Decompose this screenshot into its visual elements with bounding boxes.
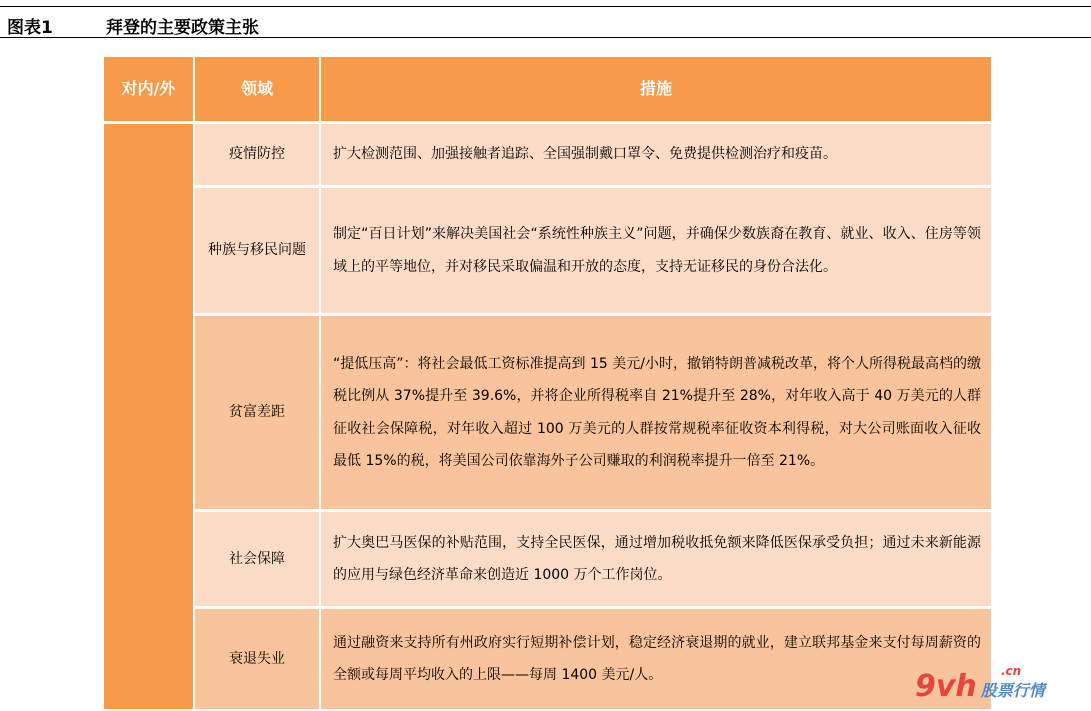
table-row-measures: 通过融资来支持所有州政府实行短期补偿计划，稳定经济衰退期的就业，建立联邦基金来支付每周薪资的全额或每周平均收入的上限——每周 1400 美元/人。 — [321, 609, 991, 709]
watermark-brand: 9vh — [915, 669, 977, 704]
table-row-measures: “提低压高”：将社会最低工资标准提高到 15 美元/小时，撤销特朗普减税改革，将个人所得税最高档的缴税比例从 37%提升至 39.6%，并将企业所得税率自 21%提升至 28%，对年收入高于 40 万美元的人群征收社会保障税，对年收入超过 100 万美元的人群按常规税率征收资本利得税，对大公司账面收入征收最低 15%的税，将美国公司依靠海外子公司赚取的利润税率提升一倍至 21%。 — [321, 316, 991, 509]
table-row-domain: 种族与移民问题 — [195, 188, 319, 313]
table-row-measures: 扩大奥巴马医保的补贴范围，支持全民医保，通过增加税收抵免额来降低医保承受负担；通过未来新能源的应用与绿色经济革命来创造近 1000 万个工作岗位。 — [321, 512, 991, 606]
watermark-text: 股票行情 — [980, 681, 1045, 700]
watermark-domain-suffix: .cn — [1001, 664, 1022, 678]
table-row-domain: 疫情防控 — [195, 124, 319, 185]
table-row-domain: 衰退失业 — [195, 609, 319, 709]
table-row-measures: 制定“百日计划”来解决美国社会“系统性种族主义”问题，并确保少数族裔在教育、就业、收入、住房等领域上的平等地位，并对移民采取偏温和开放的态度，支持无证移民的身份合法化。 — [321, 188, 991, 313]
table-row-measures: 扩大检测范围、加强接触者追踪、全国强制戴口罩令、免费提供检测治疗和疫苗。 — [321, 124, 991, 185]
table-row-domain: 社会保障 — [195, 512, 319, 606]
scope-domestic-cell — [104, 124, 193, 709]
header-scope: 对内/外 — [104, 57, 193, 121]
figure-title: 拜登的主要政策主张 — [106, 18, 259, 38]
table-row-domain: 贫富差距 — [195, 316, 319, 509]
policy-table — [104, 57, 991, 709]
figure-number: 图表1 — [7, 18, 53, 38]
watermark-logo — [915, 664, 1091, 704]
header-domain: 领域 — [195, 57, 319, 121]
figure-header — [0, 6, 1091, 38]
header-measures: 措施 — [321, 57, 991, 121]
